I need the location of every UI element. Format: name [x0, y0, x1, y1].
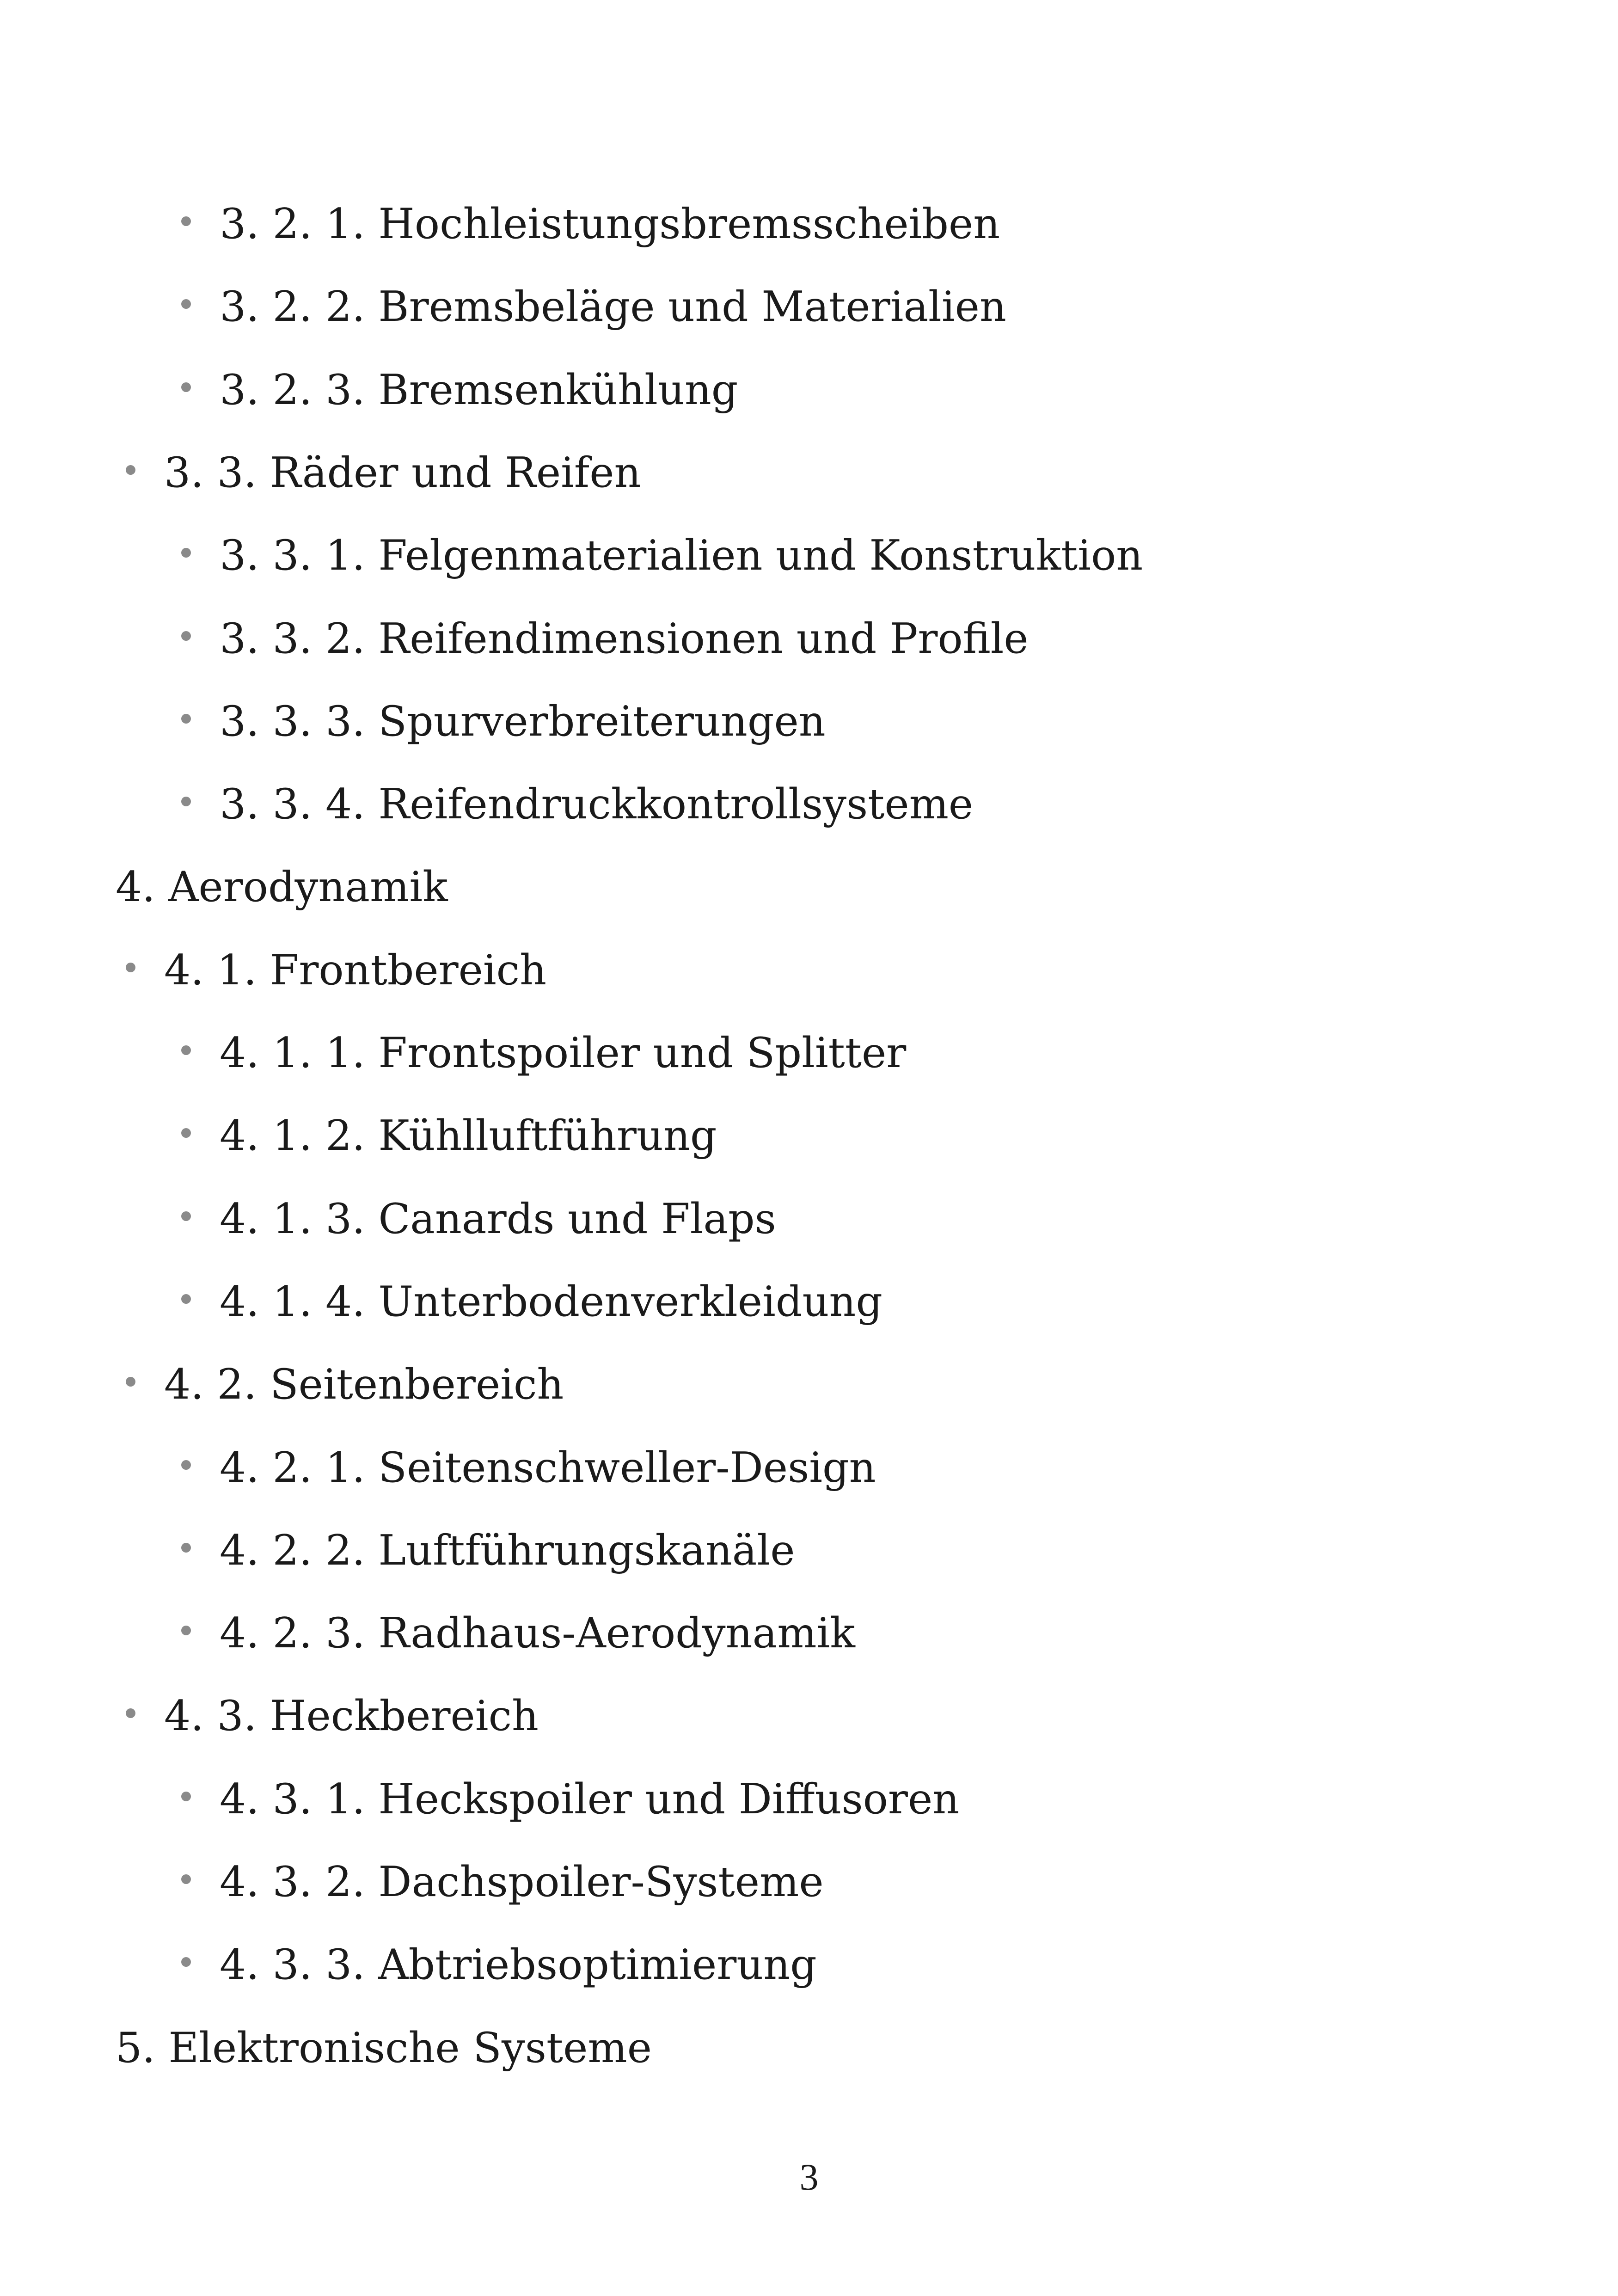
toc-entry-text: 4. 3. 2. Dachspoiler-Systeme [220, 1858, 824, 1906]
toc-entry [181, 697, 826, 746]
bullet-icon [181, 797, 191, 806]
bullet-icon [181, 216, 191, 226]
toc-entry [181, 780, 974, 829]
bullet-icon [181, 1294, 191, 1304]
toc-entry-text: 4. 2. 2. Luftführungskanäle [220, 1526, 795, 1575]
bullet-icon [181, 1128, 191, 1138]
toc-entry [181, 200, 1000, 248]
toc-entry-text: 4. 2. Seitenbereich [164, 1360, 564, 1409]
toc-entry [126, 946, 547, 995]
bullet-icon [181, 1626, 191, 1635]
bullet-icon [181, 1211, 191, 1221]
toc-entry-text: 3. 3. Räder und Reifen [164, 448, 641, 497]
toc-entry-text: 3. 2. 1. Hochleistungsbremsscheiben [220, 200, 1000, 248]
toc-entry [181, 1526, 795, 1575]
bullet-icon [126, 1708, 135, 1718]
toc-entry [126, 448, 641, 497]
bullet-icon [181, 1543, 191, 1553]
toc-entry [181, 1940, 817, 1989]
toc-entry [126, 1360, 564, 1409]
bullet-icon [181, 631, 191, 641]
toc-entry-text: 3. 3. 3. Spurverbreiterungen [220, 697, 826, 746]
toc-entry-text: 4. 3. Heckbereich [164, 1692, 539, 1740]
toc-entry [116, 2024, 652, 2072]
toc-entry-text: 3. 2. 2. Bremsbeläge und Materialien [220, 282, 1006, 331]
toc-entry-text: 4. 1. 4. Unterbodenverkleidung [220, 1277, 883, 1326]
bullet-icon [181, 299, 191, 309]
toc-entry [116, 863, 448, 911]
toc-entry-text: 4. 2. 1. Seitenschweller-Design [220, 1443, 876, 1492]
toc-entry [181, 1111, 717, 1160]
bullet-icon [181, 1874, 191, 1884]
toc-entry [181, 1609, 855, 1658]
toc-entry [181, 531, 1143, 580]
toc-entry [181, 1858, 824, 1906]
bullet-icon [126, 1377, 135, 1387]
bullet-icon [126, 465, 135, 475]
toc-entry [181, 614, 1029, 663]
toc-entry [126, 1692, 539, 1740]
bullet-icon [181, 382, 191, 392]
toc-entry-text: 3. 2. 3. Bremsenkühlung [220, 366, 738, 414]
toc-entry-text: 3. 3. 2. Reifendimensionen und Profile [220, 614, 1029, 663]
toc-entry [181, 1277, 883, 1326]
bullet-icon [181, 548, 191, 558]
toc-entry-text: 4. 1. Frontbereich [164, 946, 547, 995]
toc-entry [181, 1029, 907, 1077]
bullet-icon [181, 1957, 191, 1967]
toc-entry-text: 4. 3. 3. Abtriebsoptimierung [220, 1940, 817, 1989]
toc-entry-text: 4. 1. 1. Frontspoiler und Splitter [220, 1029, 907, 1077]
bullet-icon [126, 963, 135, 972]
toc-entry [181, 1195, 776, 1243]
toc-entry [181, 282, 1006, 331]
bullet-icon [181, 1045, 191, 1055]
page-number: 3 [799, 2156, 819, 2198]
toc-entry-text: 5. Elektronische Systeme [116, 2024, 652, 2072]
toc-entry [181, 1443, 876, 1492]
bullet-icon [181, 1792, 191, 1801]
toc-entry-text: 4. 1. 3. Canards und Flaps [220, 1195, 776, 1243]
toc-entry [181, 366, 738, 414]
toc-entry-text: 4. 3. 1. Heckspoiler und Diffusoren [220, 1775, 960, 1823]
bullet-icon [181, 714, 191, 724]
toc-entry-text: 3. 3. 4. Reifendruckkontrollsysteme [220, 780, 974, 829]
toc-entry-text: 3. 3. 1. Felgenmaterialien und Konstruktion [220, 531, 1143, 580]
toc-entry-text: 4. 1. 2. Kühlluftführung [220, 1111, 717, 1160]
toc-entry [181, 1775, 960, 1823]
toc-entry-text: 4. Aerodynamik [116, 863, 448, 911]
toc-entry-text: 4. 2. 3. Radhaus-Aerodynamik [220, 1609, 855, 1658]
bullet-icon [181, 1460, 191, 1470]
